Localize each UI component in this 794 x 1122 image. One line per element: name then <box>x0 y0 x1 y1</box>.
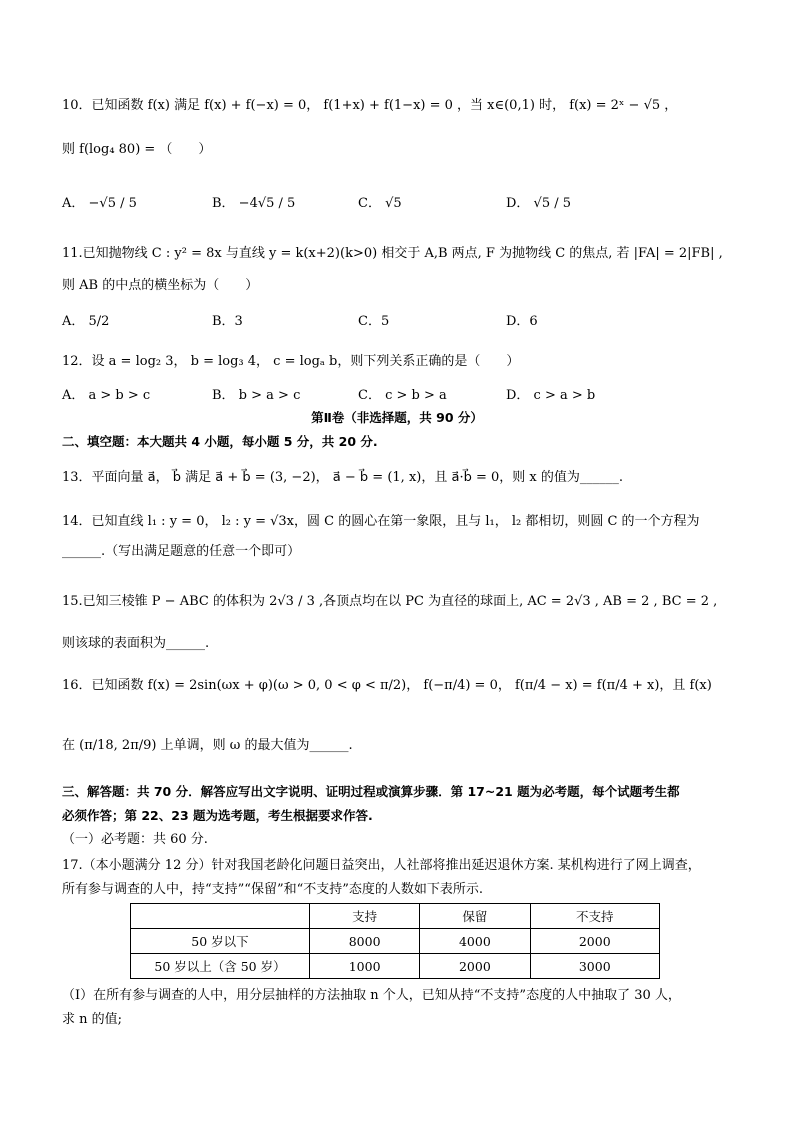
table-cell: 1000 <box>310 954 420 979</box>
q15-blank: 则该球的表面积为______. <box>62 636 210 651</box>
survey-table <box>130 903 660 979</box>
table-cell: 2000 <box>420 954 530 979</box>
q12-stem: 12．设 a = log₂ 3， b = log₃ 4， c = logₐ b，则下列关系正确的是（ ） <box>62 354 520 369</box>
answer-section-header-line2: 必须作答；第 22、23 题为选考题，考生根据要求作答. <box>62 808 373 823</box>
q10-option-c: C． √5 <box>358 196 402 211</box>
q17-part1-line1: （Ⅰ）在所有参与调查的人中，用分层抽样的方法抽取 n 个人，已知从持“不支持”态度的人中抽取了 30 人， <box>62 988 681 1003</box>
q12-option-b: B． b > a > c <box>212 388 301 403</box>
required-questions-label: （一）必考题：共 60 分. <box>62 832 208 847</box>
q15-stem: 15.已知三棱锥 P − ABC 的体积为 2√3 / 3 ,各顶点均在以 PC 为直径的球面上, AC = 2√3 , AB = 2 , BC = 2 , <box>62 594 718 609</box>
q16-stem: 16．已知函数 f(x) = 2sin(ωx + φ)(ω > 0, 0 < φ < π/2)， f(−π/4) = 0， f(π/4 − x) = f(π/4 + x)，且 f(x) <box>62 678 712 693</box>
q17-part1-line2: 求 n 的值; <box>62 1012 123 1027</box>
q12-option-c: C． c > b > a <box>358 388 447 403</box>
q10-option-d: D． √5 / 5 <box>506 196 572 211</box>
table-header-cell: 保留 <box>420 904 530 929</box>
table-cell: 50 岁以上（含 50 岁） <box>131 954 310 979</box>
table-header-cell: 支持 <box>310 904 420 929</box>
table-header-row <box>131 904 660 929</box>
part2-title: 第Ⅱ卷（非选择题，共 90 分） <box>311 410 483 425</box>
q11-question: 则 AB 的中点的横坐标为（ ） <box>62 278 259 293</box>
answer-section-header-line1: 三、解答题：共 70 分．解答应写出文字说明、证明过程或演算步骤．第 17~21 题为必考题，每个试题考生都 <box>62 784 680 799</box>
table-row <box>131 954 660 979</box>
q11-option-b: B．3 <box>212 314 243 329</box>
q14-stem: 14．已知直线 l₁ : y = 0， l₂ : y = √3x，圆 C 的圆心在第一象限，且与 l₁， l₂ 都相切，则圆 C 的一个方程为 <box>62 514 700 529</box>
q12-option-a: A． a > b > c <box>62 388 151 403</box>
q13-stem: 13．平面向量 a⃗， b⃗ 满足 a⃗ + b⃗ = (3, −2)， a⃗ − b⃗ = (1, x)，且 a⃗·b⃗ = 0，则 x 的值为______. <box>62 470 623 485</box>
q12-option-d: D． c > a > b <box>506 388 596 403</box>
q11-option-c: C．5 <box>358 314 390 329</box>
q10-option-a: A． −√5 / 5 <box>62 196 137 211</box>
fill-in-section-header: 二、填空题：本大题共 4 小题，每小题 5 分，共 20 分. <box>62 434 378 449</box>
q14-blank: ______.（写出满足题意的任意一个即可） <box>62 544 301 559</box>
q10-option-b: B． −4√5 / 5 <box>212 196 296 211</box>
q10-stem: 10．已知函数 f(x) 满足 f(x) + f(−x) = 0， f(1+x) + f(1−x) = 0 ，当 x∈(0,1) 时， f(x) = 2ˣ − √5 ， <box>62 98 678 113</box>
q10-question: 则 f(log₄ 80) = （ ） <box>62 142 212 157</box>
q11-option-d: D．6 <box>506 314 538 329</box>
table-header-cell: 不支持 <box>530 904 659 929</box>
q11-stem: 11.已知抛物线 C : y² = 8x 与直线 y = k(x+2)(k>0) 相交于 A,B 两点, F 为抛物线 C 的焦点, 若 |FA| = 2|FB| , <box>62 246 723 261</box>
table-row <box>131 929 660 954</box>
q16-blank: 在 (π/18, 2π/9) 上单调，则 ω 的最大值为______. <box>62 738 353 753</box>
q17-stem-line2: 所有参与调查的人中，持“支持”“保留”和“不支持”态度的人数如下表所示. <box>62 882 484 897</box>
table-cell: 4000 <box>420 929 530 954</box>
table-cell: 8000 <box>310 929 420 954</box>
table-cell: 2000 <box>530 929 659 954</box>
table-cell: 3000 <box>530 954 659 979</box>
q17-stem-line1: 17.（本小题满分 12 分）针对我国老龄化问题日益突出，人社部将推出延迟退休方案. 某机构进行了网上调查， <box>62 858 701 873</box>
table-cell: 50 岁以下 <box>131 929 310 954</box>
q11-option-a: A． 5/2 <box>62 314 110 329</box>
table-header-cell <box>131 904 310 929</box>
